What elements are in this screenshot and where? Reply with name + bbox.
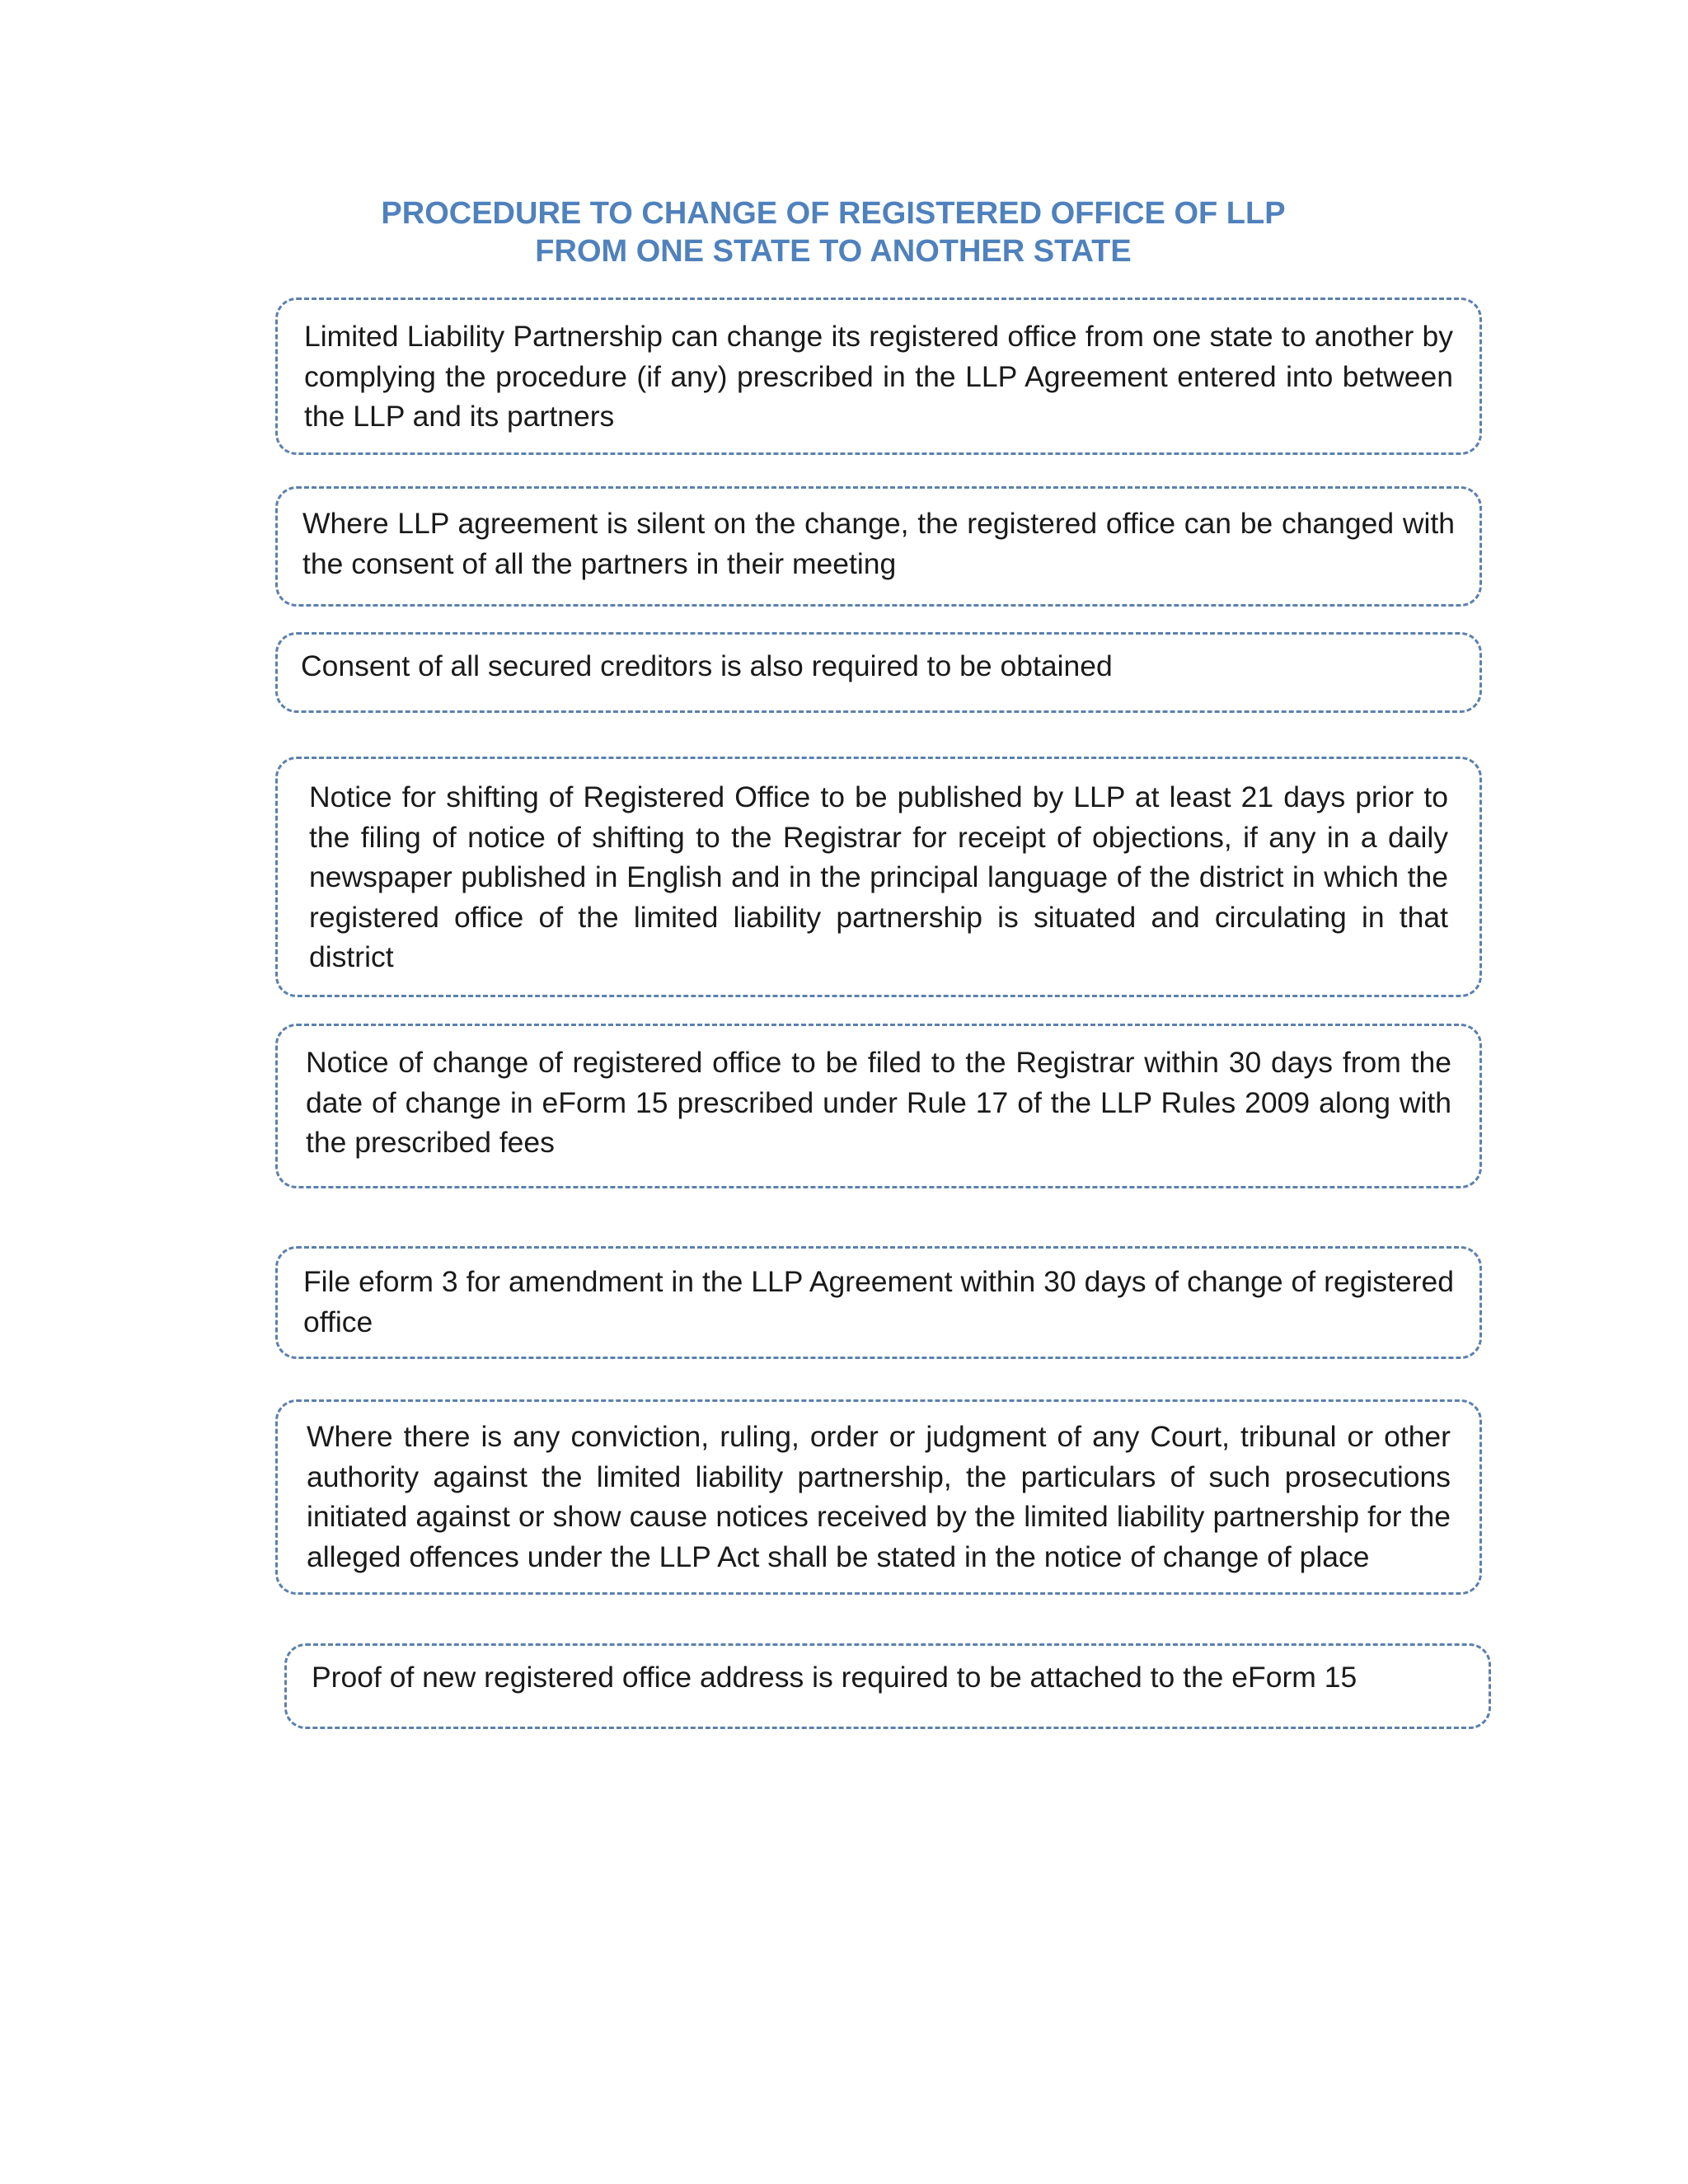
step-box-1 <box>275 298 1482 455</box>
step-box-5 <box>275 1024 1482 1188</box>
step-box-2 <box>275 486 1482 607</box>
step-text-5: Notice of change of registered office to be filed to the Registrar within 30 days from the date of change in eForm 15 prescribed under Rule 17 of the LLP Rules 2009 along with the prescribed fees <box>306 1046 1451 1159</box>
step-box-4 <box>275 757 1482 997</box>
step-box-3 <box>275 632 1482 713</box>
step-text-7: Where there is any conviction, ruling, order or judgment of any Court, tribunal or other authority against the limited liability partnership, the particulars of such prosecutions initiated against or show cause notices received by the limited liability partnership for the alleged offences under the LLP Act shall be stated in the notice of change of place <box>307 1420 1451 1573</box>
step-text-2: Where LLP agreement is silent on the change, the registered office can be changed with the consent of all the partners in their meeting <box>302 507 1455 580</box>
step-text-1: Limited Liability Partnership can change its registered office from one state to another by complying the procedure (if any) prescribed in the LLP Agreement entered into between the LLP and its partners <box>304 320 1453 433</box>
step-text-6: File eform 3 for amendment in the LLP Agreement within 30 days of change of registered office <box>303 1265 1454 1338</box>
step-text-4: Notice for shifting of Registered Office to be published by LLP at least 21 days prior to the filing of notice of shifting to the Registrar for receipt of objections, if any in a daily newspaper published in English and in the principal language of the district in which the registered office of the limited liability partnership is situated and circulating in that district <box>309 780 1448 973</box>
page-title <box>277 194 1390 270</box>
step-text-8: Proof of new registered office address is required to be attached to the eForm 15 <box>312 1661 1357 1694</box>
title-line-2: FROM ONE STATE TO ANOTHER STATE <box>535 234 1132 269</box>
step-box-7 <box>275 1399 1482 1595</box>
step-box-8 <box>284 1643 1491 1729</box>
step-text-3: Consent of all secured creditors is also required to be obtained <box>301 649 1113 682</box>
title-line-1: PROCEDURE TO CHANGE OF REGISTERED OFFICE OF LLP <box>381 196 1286 231</box>
step-box-6 <box>275 1246 1482 1359</box>
